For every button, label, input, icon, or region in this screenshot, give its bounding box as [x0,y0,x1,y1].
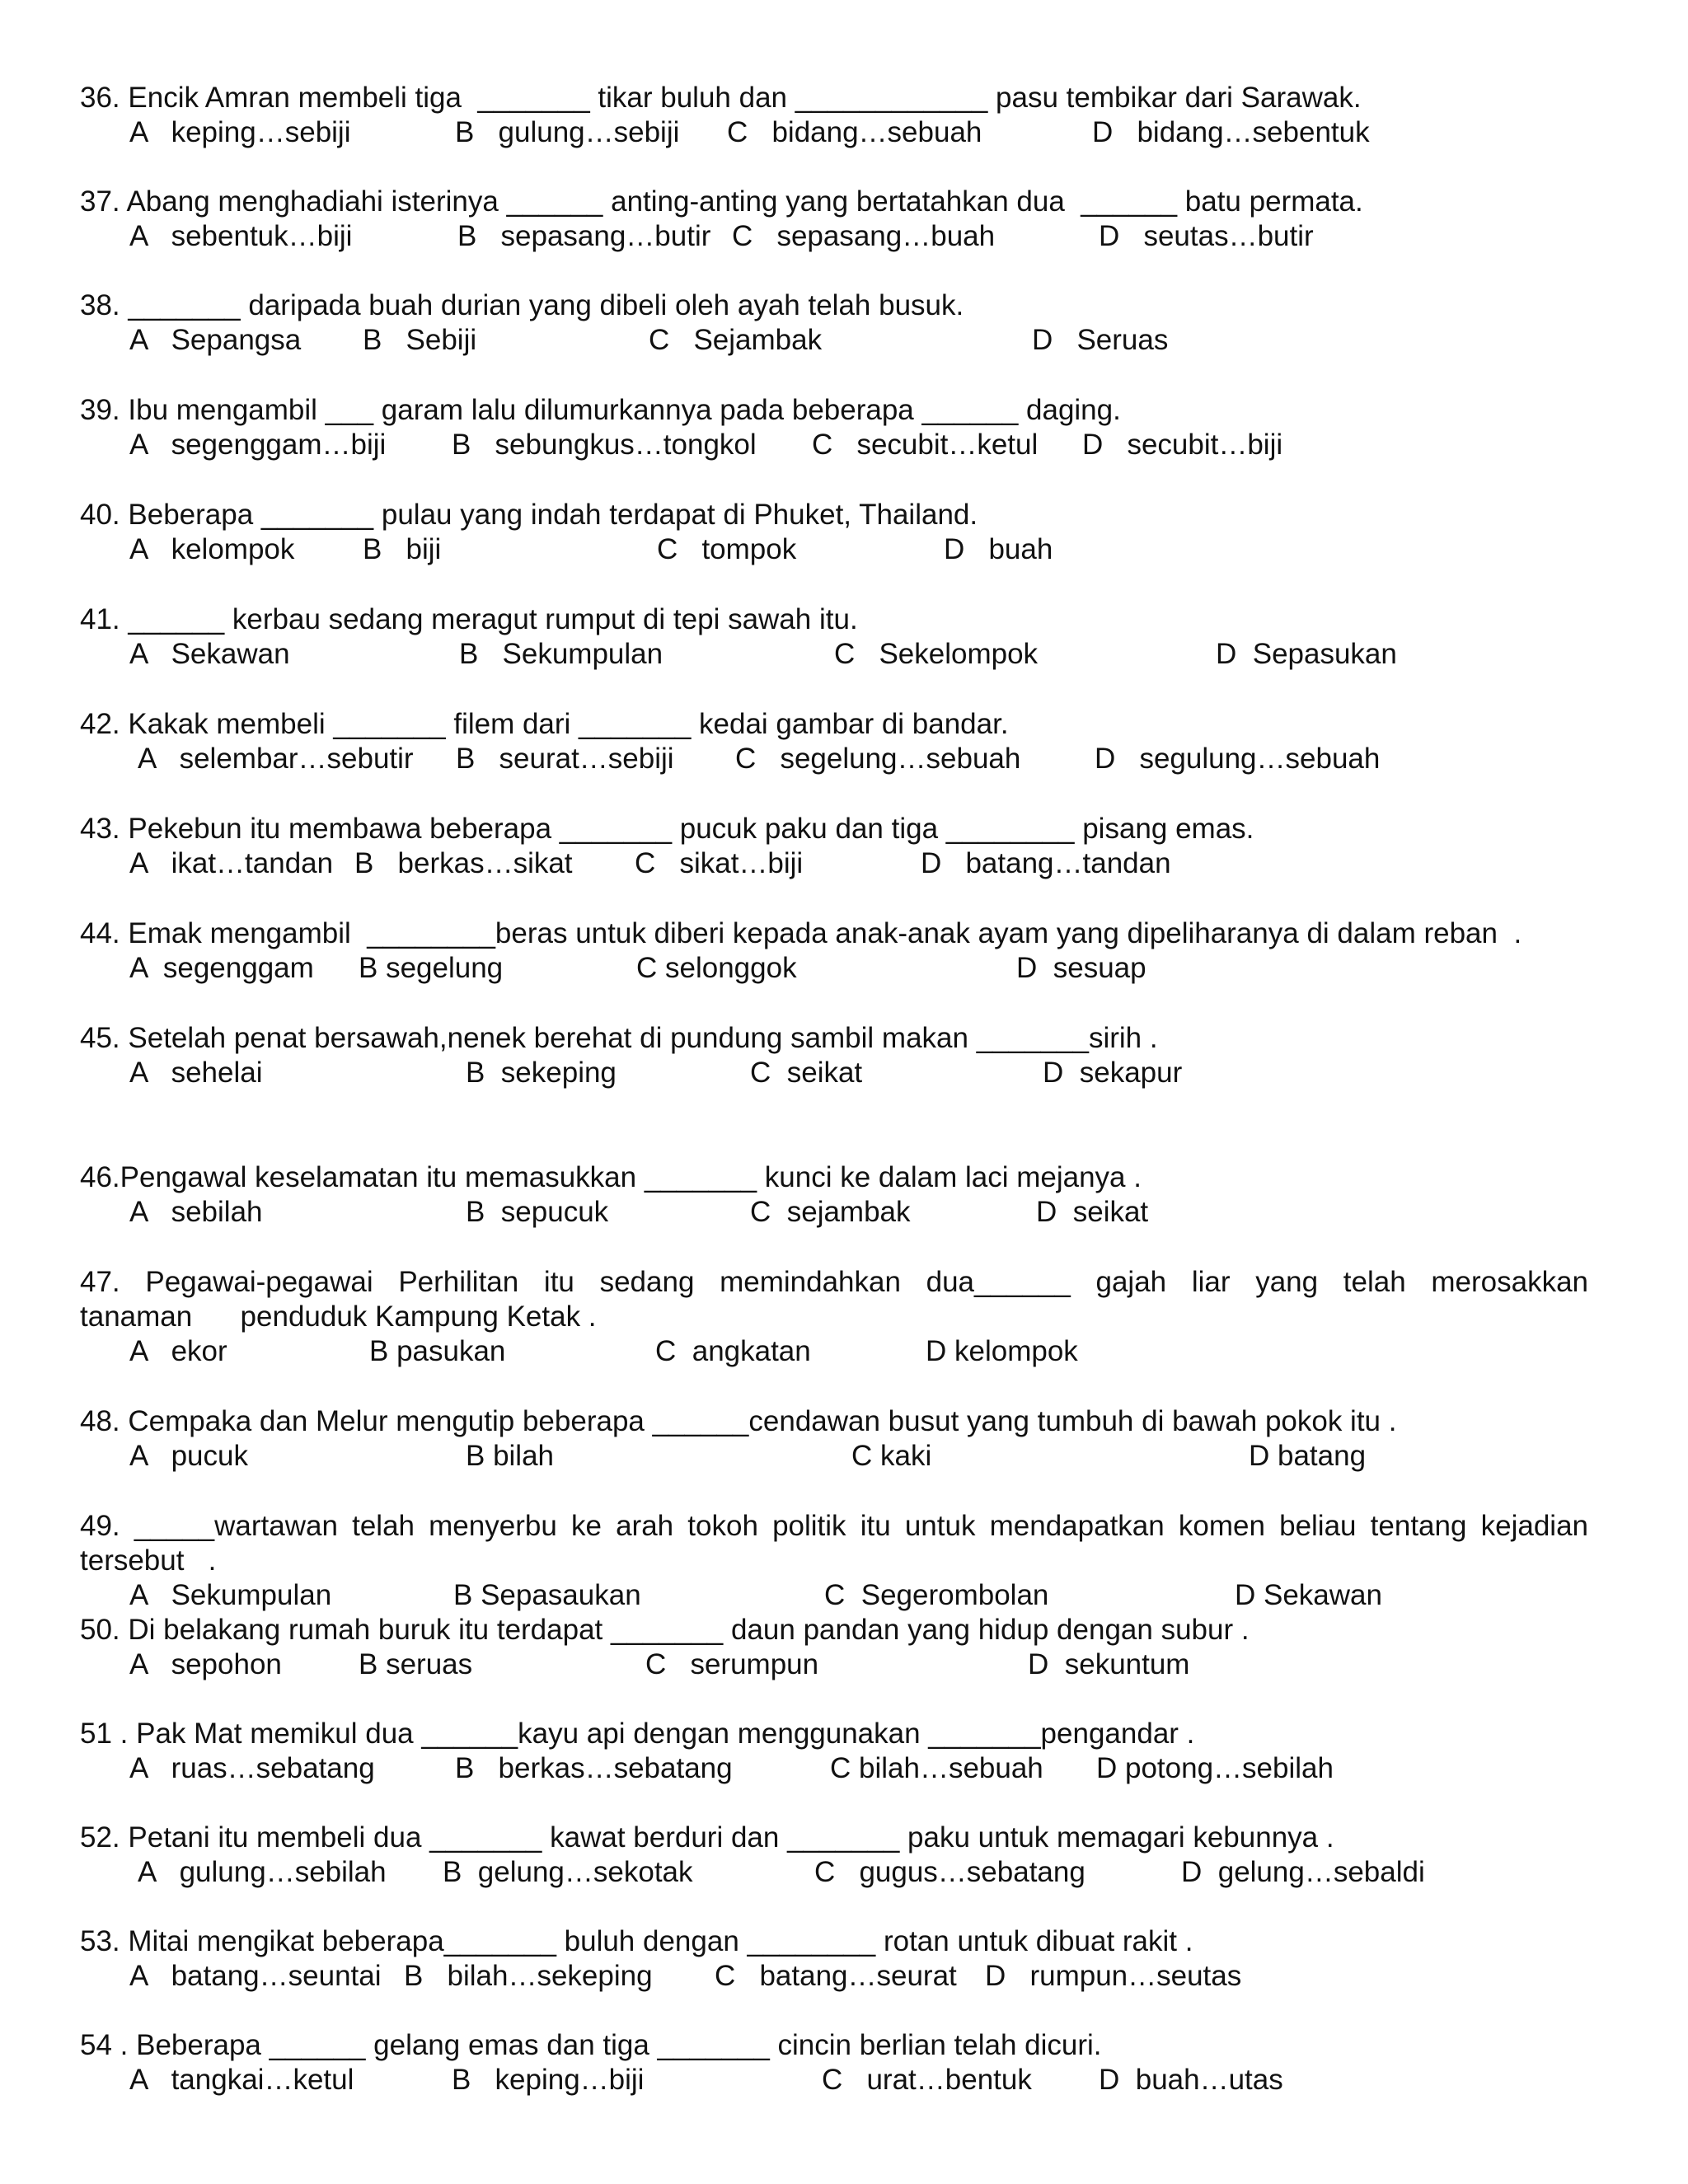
question-50-stem: 50. Di belakang rumah buruk itu terdapat _______ daun pandan yang hidup dengan subur . [80,1614,1250,1646]
question-52-option-c: C gugus…sebatang [814,1856,1085,1888]
question-43-option-a: A ikat…tandan [129,847,334,879]
question-38-option-a: A Sepangsa [129,324,302,356]
question-44-option-d: D sesuap [1016,952,1146,984]
question-50-option-a: A sepohon [129,1648,282,1680]
question-49-option-a: A Sekumpulan [129,1579,332,1611]
question-53-stem: 53. Mitai mengikat beberapa_______ buluh dengan ________ rotan untuk dibuat rakit . [80,1925,1193,1957]
question-50-option-c: C serumpun [645,1648,819,1680]
question-39-option-c: C secubit…ketul [812,429,1039,461]
question-49-option-c: C Segerombolan [824,1579,1049,1611]
question-42-option-a: A selembar…sebutir [138,743,414,775]
question-51-option-b: B berkas…sebatang [455,1752,733,1784]
question-44-option-c: C selonggok [636,952,797,984]
question-39-option-d: D secubit…biji [1082,429,1283,461]
question-54-option-d: D buah…utas [1099,2064,1283,2096]
question-53-option-b: B bilah…sekeping [404,1960,653,1992]
question-45-option-a: A sehelai [129,1057,263,1089]
question-46-option-d: D seikat [1036,1196,1149,1228]
question-51-stem: 51 . Pak Mat memikul dua ______kayu api dengan menggunakan _______pengandar . [80,1718,1195,1750]
question-43-stem: 43. Pekebun itu membawa beberapa _______ pucuk paku dan tiga ________ pisang emas. [80,813,1254,845]
question-54-stem: 54 . Beberapa ______ gelang emas dan tiga _______ cincin berlian telah dicuri. [80,2029,1102,2061]
question-46-stem: 46.Pengawal keselamatan itu memasukkan _______ kunci ke dalam laci mejanya . [80,1161,1142,1193]
question-40-option-c: C tompok [657,533,797,565]
question-36-option-b: B gulung…sebiji [455,116,680,148]
question-41-option-d: D Sepasukan [1216,638,1397,670]
question-42-option-d: D segulung…sebuah [1095,743,1381,775]
question-42-stem: 42. Kakak membeli _______ filem dari _______ kedai gambar di bandar. [80,708,1009,740]
question-38-stem: 38. _______ daripada buah durian yang dibeli oleh ayah telah busuk. [80,289,964,321]
question-46-option-c: C sejambak [750,1196,911,1228]
question-39-stem: 39. Ibu mengambil ___ garam lalu dilumurkannya pada beberapa ______ daging. [80,394,1121,426]
question-38-option-d: D Seruas [1032,324,1169,356]
question-45-option-c: C seikat [750,1057,863,1089]
question-36-option-c: C bidang…sebuah [727,116,982,148]
question-39-option-b: B sebungkus…tongkol [452,429,757,461]
question-41-option-a: A Sekawan [129,638,290,670]
question-40-option-b: B biji [363,533,442,565]
question-49-option-b: B Sepasaukan [453,1579,641,1611]
question-45-option-b: B sekeping [466,1057,617,1089]
question-47-option-b: B pasukan [369,1335,506,1367]
question-50-option-d: D sekuntum [1028,1648,1190,1680]
question-50-option-b: B seruas [359,1648,473,1680]
question-48-stem: 48. Cempaka dan Melur mengutip beberapa ______cendawan busut yang tumbuh di bawah pokok itu . [80,1405,1397,1437]
question-44-option-a: A segenggam [129,952,314,984]
question-36-option-d: D bidang…sebentuk [1092,116,1370,148]
question-52-option-a: A gulung…sebilah [138,1856,387,1888]
question-44-option-b: B segelung [359,952,504,984]
question-49-stem-continued: tersebut . [80,1544,217,1577]
question-47-option-a: A ekor [129,1335,227,1367]
question-46-option-a: A sebilah [129,1196,263,1228]
question-41-option-b: B Sekumpulan [459,638,663,670]
question-46-option-b: B sepucuk [466,1196,609,1228]
question-52-option-b: B gelung…sekotak [443,1856,693,1888]
question-36-option-a: A keping…sebiji [129,116,351,148]
question-52-stem: 52. Petani itu membeli dua _______ kawat berduri dan _______ paku untuk memagari kebunnya . [80,1821,1334,1854]
question-48-option-d: D batang [1249,1440,1367,1472]
question-43-option-c: C sikat…biji [635,847,804,879]
question-40-option-a: A kelompok [129,533,295,565]
question-47-stem-continued: tanaman penduduk Kampung Ketak . [80,1301,597,1333]
question-54-option-b: B keping…biji [452,2064,645,2096]
question-36-stem: 36. Encik Amran membeli tiga _______ tikar buluh dan ____________ pasu tembikar dari Sarawak. [80,82,1362,114]
question-38-option-b: B Sebiji [363,324,477,356]
question-44-stem: 44. Emak mengambil ________beras untuk diberi kepada anak-anak ayam yang dipeliharanya di dalam reban . [80,917,1522,949]
question-43-option-d: D batang…tandan [921,847,1171,879]
question-39-option-a: A segenggam…biji [129,429,387,461]
question-54-option-a: A tangkai…ketul [129,2064,354,2096]
question-40-stem: 40. Beberapa _______ pulau yang indah terdapat di Phuket, Thailand. [80,499,978,531]
question-45-stem: 45. Setelah penat bersawah,nenek berehat di pundung sambil makan _______sirih . [80,1022,1158,1054]
question-45-option-d: D sekapur [1043,1057,1183,1089]
question-42-option-b: B seurat…sebiji [456,743,674,775]
question-49-option-d: D Sekawan [1235,1579,1382,1611]
question-43-option-b: B berkas…sikat [354,847,573,879]
question-47-option-d: D kelompok [926,1335,1078,1367]
question-41-option-c: C Sekelompok [834,638,1039,670]
question-53-option-d: D rumpun…seutas [985,1960,1242,1992]
question-37-option-b: B sepasang…butir [457,220,711,252]
question-40-option-d: D buah [944,533,1053,565]
question-54-option-c: C urat…bentuk [822,2064,1032,2096]
question-48-option-c: C kaki [851,1440,932,1472]
question-53-option-c: C batang…seurat [715,1960,957,1992]
question-37-option-a: A sebentuk…biji [129,220,353,252]
question-47-option-c: C angkatan [655,1335,811,1367]
question-51-option-d: D potong…sebilah [1096,1752,1334,1784]
question-51-option-c: C bilah…sebuah [830,1752,1043,1784]
question-48-option-a: A pucuk [129,1440,248,1472]
question-53-option-a: A batang…seuntai [129,1960,382,1992]
question-49-stem: 49. _____wartawan telah menyerbu ke arah tokoh politik itu untuk mendapatkan komen beliau tentang kejadian [80,1510,1588,1542]
question-47-stem: 47. Pegawai-pegawai Perhilitan itu sedang memindahkan dua______ gajah liar yang telah merosakkan [80,1266,1588,1298]
question-51-option-a: A ruas…sebatang [129,1752,375,1784]
question-52-option-d: D gelung…sebaldi [1181,1856,1425,1888]
question-48-option-b: B bilah [466,1440,555,1472]
question-37-option-c: C sepasang…buah [732,220,996,252]
question-41-stem: 41. ______ kerbau sedang meragut rumput di tepi sawah itu. [80,603,858,635]
question-38-option-c: C Sejambak [649,324,823,356]
question-37-option-d: D seutas…butir [1099,220,1314,252]
question-42-option-c: C segelung…sebuah [735,743,1021,775]
question-37-stem: 37. Abang menghadiahi isterinya ______ anting-anting yang bertatahkan dua ______ batu permata. [80,185,1363,218]
